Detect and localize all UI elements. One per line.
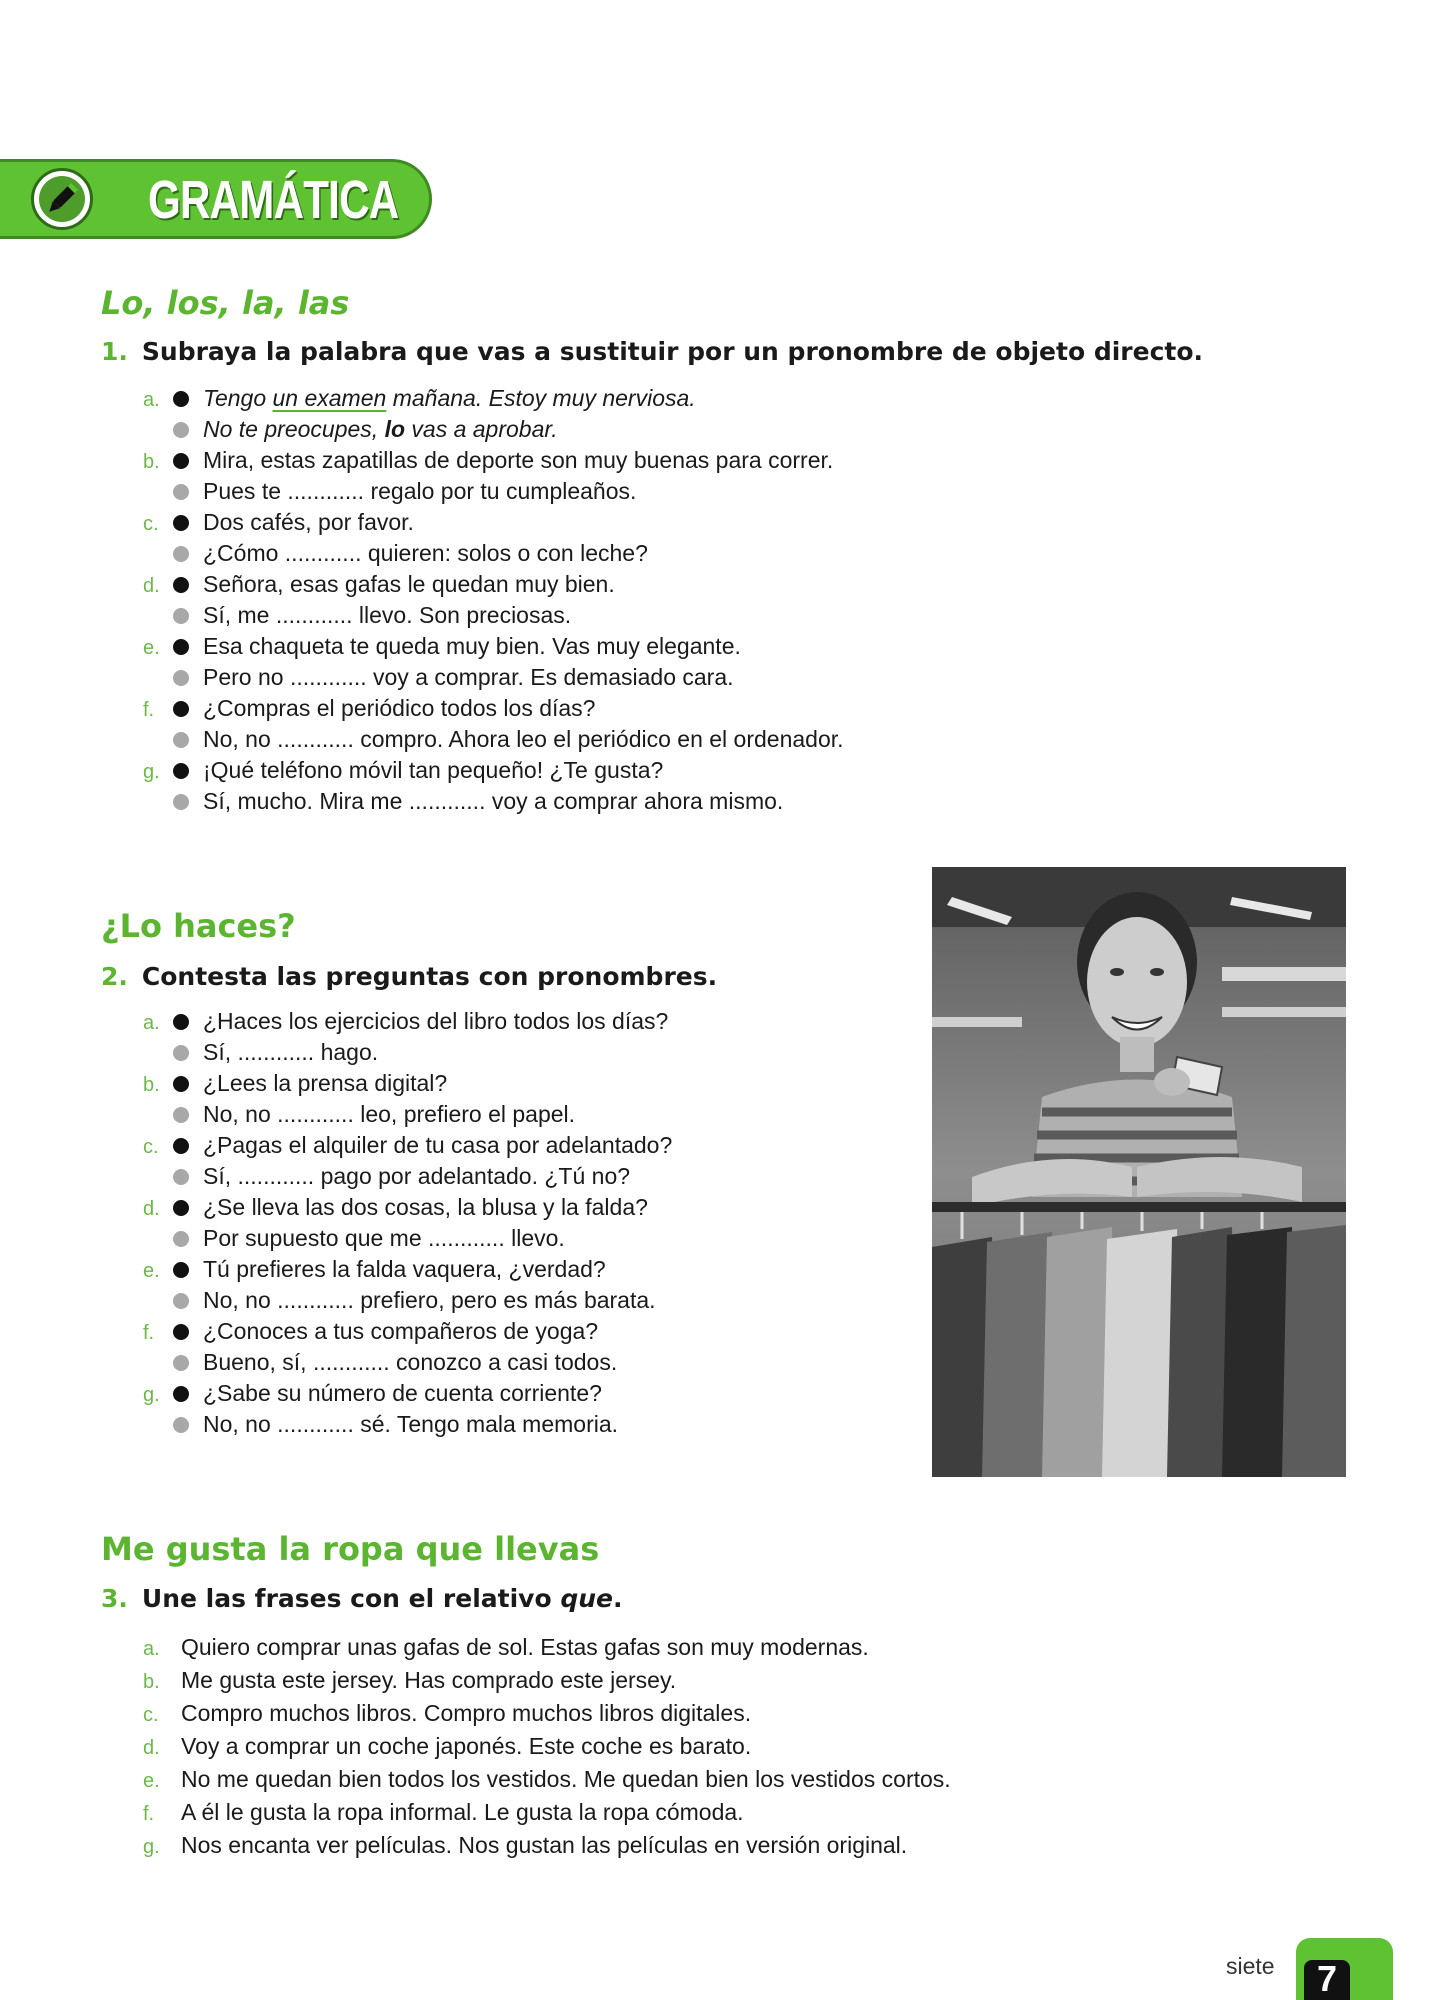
question-text: ¿Haces los ejercicios del libro todos los días? <box>203 1008 669 1034</box>
answer-text: No, no ............ prefiero, pero es más barata. <box>203 1287 656 1313</box>
exercise-number: 3. <box>101 1584 128 1613</box>
page-number: 7 <box>1316 1958 1338 1999</box>
answer-text: Sí, me ............ llevo. Son preciosas. <box>203 602 572 628</box>
speaker-dot-icon <box>173 1262 189 1278</box>
list-item <box>143 1254 672 1285</box>
item-letter: f. <box>143 1322 155 1344</box>
item-letter: b. <box>143 1671 160 1693</box>
list-item <box>143 1664 951 1697</box>
item-letter: b. <box>143 1074 160 1096</box>
list-item <box>143 1037 672 1068</box>
item-letter: e. <box>143 1770 160 1792</box>
answer-text: No, no ............ sé. Tengo mala memoria. <box>203 1411 619 1437</box>
section-banner <box>0 159 432 239</box>
list-item <box>143 1285 672 1316</box>
item-letter: a. <box>143 1638 160 1660</box>
answer-text: Pero no ............ voy a comprar. Es demasiado cara. <box>203 664 734 690</box>
list-item <box>143 724 844 755</box>
item-letter: b. <box>143 451 160 473</box>
item-letter: g. <box>143 761 160 783</box>
speaker-dot-icon <box>173 515 189 531</box>
list-item <box>143 1409 672 1440</box>
list-item <box>143 383 844 414</box>
item-letter: d. <box>143 575 160 597</box>
speaker-dot-icon <box>173 1138 189 1154</box>
list-item <box>143 1068 672 1099</box>
item-letter: c. <box>143 1136 159 1158</box>
list-item <box>143 631 844 662</box>
exercise-3-list <box>143 1631 951 1862</box>
answer-text: Pues te ............ regalo por tu cumpleaños. <box>203 478 637 504</box>
speaker-dot-icon <box>173 763 189 779</box>
item-letter: d. <box>143 1737 160 1759</box>
item-letter: c. <box>143 1704 159 1726</box>
list-item <box>143 1130 672 1161</box>
item-text: Quiero comprar unas gafas de sol. Estas gafas son muy modernas. <box>181 1634 869 1660</box>
speaker-dot-icon <box>173 422 189 438</box>
speaker-dot-icon <box>173 670 189 686</box>
list-item <box>143 414 844 445</box>
list-item <box>143 507 844 538</box>
speaker-dot-icon <box>173 1076 189 1092</box>
answer-text: No, no ............ leo, prefiero el papel. <box>203 1101 576 1127</box>
speaker-dot-icon <box>173 1417 189 1433</box>
instruction-text: Subraya la palabra que vas a sustituir por un pronombre de objeto directo. <box>141 337 1204 366</box>
speaker-dot-icon <box>173 1293 189 1309</box>
speaker-dot-icon <box>173 1169 189 1185</box>
item-letter: e. <box>143 637 160 659</box>
question-text: Dos cafés, por favor. <box>203 509 414 535</box>
item-letter: a. <box>143 389 160 411</box>
question-text: ¡Qué teléfono móvil tan pequeño! ¿Te gusta? <box>203 757 664 783</box>
speaker-dot-icon <box>173 1014 189 1030</box>
speaker-dot-icon <box>173 1107 189 1123</box>
list-item <box>143 1631 951 1664</box>
speaker-dot-icon <box>173 1200 189 1216</box>
list-item <box>143 1763 951 1796</box>
section-2-title: ¿Lo haces? <box>101 907 296 945</box>
list-item <box>143 445 844 476</box>
list-item <box>143 1697 951 1730</box>
list-item <box>143 1730 951 1763</box>
item-letter: g. <box>143 1836 160 1858</box>
list-item <box>143 1223 672 1254</box>
instruction-text: Contesta las preguntas con pronombres. <box>141 962 718 991</box>
exercise-2-list <box>143 1006 672 1440</box>
banner-title: GRAMÁTICA <box>148 170 399 230</box>
instruction-3: 3. Une las frases con el relativo que. <box>101 1584 623 1613</box>
photo-woman-clothes-rack <box>932 867 1346 1477</box>
speaker-dot-icon <box>173 453 189 469</box>
item-letter: a. <box>143 1012 160 1034</box>
list-item <box>143 1378 672 1409</box>
list-item <box>143 538 844 569</box>
list-item <box>143 1099 672 1130</box>
speaker-dot-icon <box>173 391 189 407</box>
page-word: siete <box>1226 1953 1275 1979</box>
question-text: ¿Conoces a tus compañeros de yoga? <box>203 1318 599 1344</box>
answer-text: No, no ............ compro. Ahora leo el periódico en el ordenador. <box>203 726 844 752</box>
item-text: Nos encanta ver películas. Nos gustan las películas en versión original. <box>181 1832 908 1858</box>
item-letter: d. <box>143 1198 160 1220</box>
list-item <box>143 1006 672 1037</box>
speaker-dot-icon <box>173 546 189 562</box>
item-text: No me quedan bien todos los vestidos. Me quedan bien los vestidos cortos. <box>181 1766 951 1792</box>
exercise-number: 1. <box>101 337 128 366</box>
answer-text: Sí, ............ pago por adelantado. ¿Tú no? <box>203 1163 631 1189</box>
exercise-number: 2. <box>101 962 128 991</box>
instruction-2 <box>101 962 717 991</box>
item-text: A él le gusta la ropa informal. Le gusta la ropa cómoda. <box>181 1799 744 1825</box>
item-letter: e. <box>143 1260 160 1282</box>
speaker-dot-icon <box>173 1231 189 1247</box>
speaker-dot-icon <box>173 732 189 748</box>
list-item <box>143 1316 672 1347</box>
list-item <box>143 1347 672 1378</box>
item-text: Me gusta este jersey. Has comprado este jersey. <box>181 1667 677 1693</box>
question-text: ¿Sabe su número de cuenta corriente? <box>203 1380 602 1406</box>
list-item <box>143 1192 672 1223</box>
question-text: Tú prefieres la falda vaquera, ¿verdad? <box>203 1256 606 1282</box>
speaker-dot-icon <box>173 577 189 593</box>
list-item <box>143 600 844 631</box>
list-item <box>143 569 844 600</box>
question-text: ¿Se lleva las dos cosas, la blusa y la falda? <box>203 1194 648 1220</box>
list-item <box>143 693 844 724</box>
answer-text: No te preocupes, lo vas a aprobar. <box>203 416 558 442</box>
question-text: ¿Pagas el alquiler de tu casa por adelantado? <box>203 1132 673 1158</box>
item-letter: f. <box>143 1803 155 1825</box>
question-text: Esa chaqueta te queda muy bien. Vas muy elegante. <box>203 633 741 659</box>
speaker-dot-icon <box>173 794 189 810</box>
list-item <box>143 1829 951 1862</box>
answer-text: Bueno, sí, ............ conozco a casi todos. <box>203 1349 618 1375</box>
speaker-dot-icon <box>173 484 189 500</box>
question-text: ¿Lees la prensa digital? <box>203 1070 448 1096</box>
speaker-dot-icon <box>173 608 189 624</box>
answer-text: Sí, mucho. Mira me ............ voy a comprar ahora mismo. <box>203 788 784 814</box>
item-letter: c. <box>143 513 159 535</box>
answer-text: ¿Cómo ............ quieren: solos o con leche? <box>203 540 648 566</box>
pencil-icon <box>31 168 93 230</box>
question-text: Señora, esas gafas le quedan muy bien. <box>203 571 615 597</box>
speaker-dot-icon <box>173 701 189 717</box>
instruction-emphasis: que <box>560 1584 613 1613</box>
speaker-dot-icon <box>173 1386 189 1402</box>
question-text: Tengo un examen mañana. Estoy muy nerviosa. <box>203 385 696 411</box>
speaker-dot-icon <box>173 639 189 655</box>
item-text: Compro muchos libros. Compro muchos libros digitales. <box>181 1700 752 1726</box>
list-item <box>143 755 844 786</box>
answer-text: Por supuesto que me ............ llevo. <box>203 1225 565 1251</box>
exercise-1-list <box>143 383 844 817</box>
item-text: Voy a comprar un coche japonés. Este coche es barato. <box>181 1733 752 1759</box>
speaker-dot-icon <box>173 1355 189 1371</box>
underlined-word: un examen <box>272 385 387 411</box>
item-letter: g. <box>143 1384 160 1406</box>
list-item <box>143 1796 951 1829</box>
item-letter: f. <box>143 699 155 721</box>
list-item <box>143 662 844 693</box>
instruction-text: Une las frases con el relativo <box>141 1584 561 1613</box>
answer-text: Sí, ............ hago. <box>203 1039 379 1065</box>
question-text: Mira, estas zapatillas de deporte son muy buenas para correr. <box>203 447 834 473</box>
speaker-dot-icon <box>173 1045 189 1061</box>
speaker-dot-icon <box>173 1324 189 1340</box>
list-item <box>143 476 844 507</box>
list-item <box>143 1161 672 1192</box>
list-item <box>143 786 844 817</box>
question-text: ¿Compras el periódico todos los días? <box>203 695 596 721</box>
instruction-1 <box>101 337 1203 366</box>
section-1-title: Lo, los, la, las <box>101 284 350 322</box>
section-3-title: Me gusta la ropa que llevas <box>101 1530 600 1568</box>
